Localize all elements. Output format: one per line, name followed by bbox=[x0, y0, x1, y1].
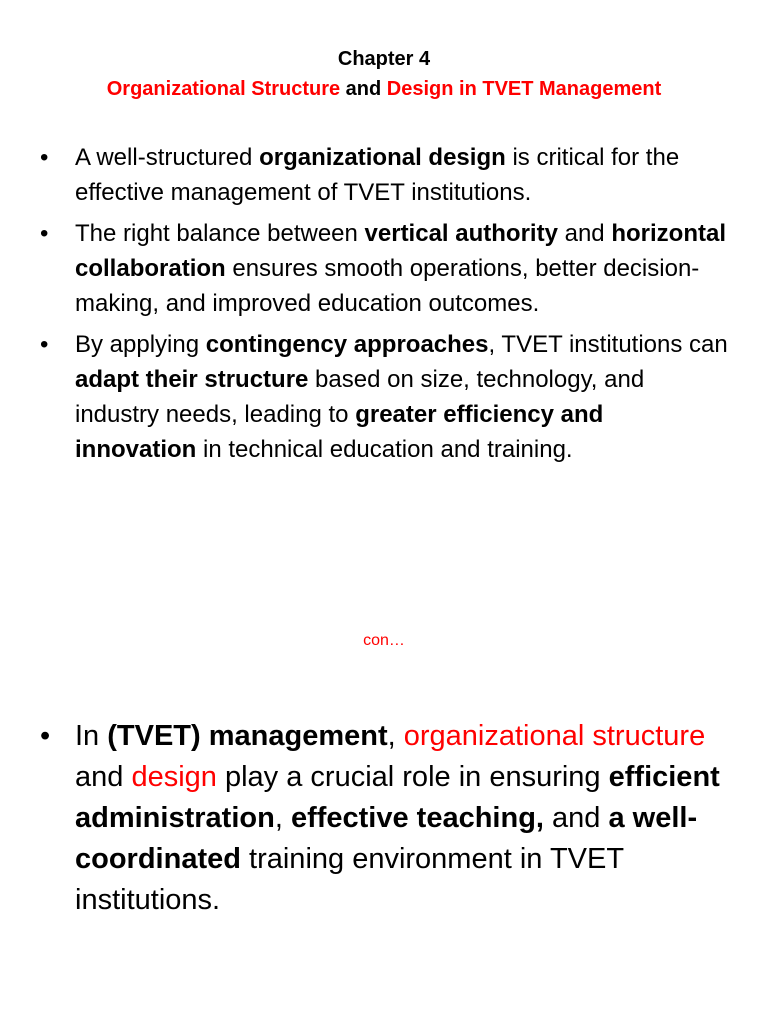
emphasis-text: efficient administration bbox=[75, 761, 720, 834]
bullet-marker: • bbox=[40, 220, 49, 247]
bullet-marker: • bbox=[40, 720, 51, 752]
subtitle-and: and bbox=[340, 78, 387, 100]
subtitle-structure: Organizational Structure bbox=[106, 78, 341, 100]
bullet-item-balance: • The right balance between vertical authority and horizontal collaboration ensures smooth operations, better decision-making, and improved education outcomes. bbox=[40, 216, 730, 321]
chapter-subtitle bbox=[0, 74, 768, 104]
chapter-title: Chapter 4 bbox=[337, 48, 431, 70]
emphasis-text: horizontal collaboration bbox=[75, 220, 726, 282]
summary-bullet-list bbox=[40, 140, 730, 473]
bullet-item-design: • A well-structured organizational design is critical for the effective management of TVET institutions. bbox=[40, 140, 730, 210]
emphasis-text: organizational design bbox=[259, 144, 506, 171]
continuation-label: con… bbox=[363, 632, 405, 649]
emphasis-text: (TVET) management bbox=[107, 720, 388, 752]
bullet-item-tvet-management: • In (TVET) management, organizational structure and design play a crucial role in ensuring efficient administration, effective teaching, and a well-coordinated training environment in TVET institutions. bbox=[40, 716, 730, 921]
second-slide-bullet-list bbox=[40, 716, 730, 921]
emphasis-text: vertical authority bbox=[364, 220, 558, 247]
emphasis-text: adapt their structure bbox=[75, 366, 309, 393]
bullet-marker: • bbox=[40, 144, 49, 171]
subtitle-design: Design in TVET Management bbox=[386, 78, 662, 100]
bullet-item-contingency: • By applying contingency approaches, TVET institutions can adapt their structure based on size, technology, and industry needs, leading to greater efficiency and innovation in technical education and training. bbox=[40, 327, 730, 467]
emphasis-text: a well-coordinated bbox=[75, 802, 698, 875]
emphasis-text: effective teaching, bbox=[290, 802, 544, 834]
slide-title-block bbox=[0, 44, 768, 104]
emphasis-text: greater efficiency and innovation bbox=[75, 401, 604, 463]
bullet-marker: • bbox=[40, 331, 49, 358]
highlight-text: organizational structure bbox=[403, 720, 706, 752]
highlight-text: design bbox=[131, 761, 217, 793]
emphasis-text: contingency approaches bbox=[205, 331, 489, 358]
